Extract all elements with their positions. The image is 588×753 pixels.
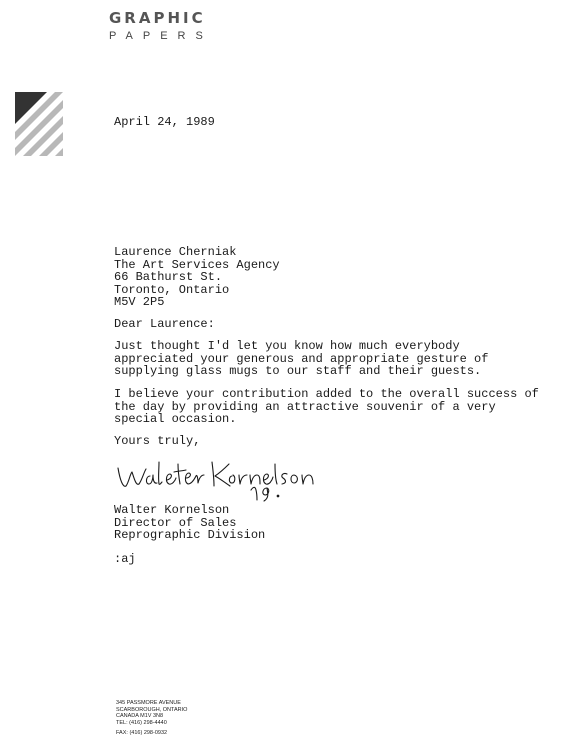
letterhead bbox=[109, 10, 213, 43]
recipient-company: The Art Services Agency bbox=[114, 257, 280, 272]
footer-city: SCARBOROUGH, ONTARIO bbox=[116, 706, 188, 713]
letter-date: April 24, 1989 bbox=[114, 115, 215, 129]
recipient-city: Toronto, Ontario bbox=[114, 282, 230, 297]
footer-country: CANADA M1V 3N8 bbox=[116, 713, 164, 719]
salutation: Dear Laurence: bbox=[114, 317, 215, 331]
brand-subtitle: PAPERS bbox=[109, 30, 213, 42]
footer-address bbox=[116, 700, 187, 737]
recipient-street: 66 Bathurst St. bbox=[114, 270, 223, 284]
sender-division: Reprographic Division bbox=[114, 528, 266, 542]
handwritten-signature bbox=[112, 454, 332, 502]
footer-fax: FAX: (416) 298-0932 bbox=[116, 730, 168, 736]
sender-name: Walter Kornelson bbox=[114, 503, 230, 517]
recipient-address bbox=[114, 246, 280, 309]
recipient-postal: M5V 2P5 bbox=[114, 295, 165, 309]
body-paragraph-2: I believe your contribution added to the overall success of the day by providing an attractive souvenir of a very special occasion. bbox=[114, 387, 539, 426]
brand-name: GRAPHIC bbox=[109, 9, 206, 27]
recipient-name: Laurence Cherniak bbox=[114, 245, 237, 259]
sender-block bbox=[114, 504, 265, 542]
typist-initials: :aj bbox=[114, 552, 136, 566]
company-logo-icon bbox=[15, 92, 63, 156]
body-paragraph-1: Just thought I'd let you know how much everybody appreciated your generous and appropriate gesture of supplying glass mugs to our staff and their guests. bbox=[114, 339, 489, 378]
footer-tel: TEL: (416) 298-4440 bbox=[116, 719, 167, 726]
footer-street: 345 PASSMORE AVENUE bbox=[116, 700, 181, 706]
closing: Yours truly, bbox=[114, 434, 201, 448]
sender-title: Director of Sales bbox=[114, 515, 237, 530]
